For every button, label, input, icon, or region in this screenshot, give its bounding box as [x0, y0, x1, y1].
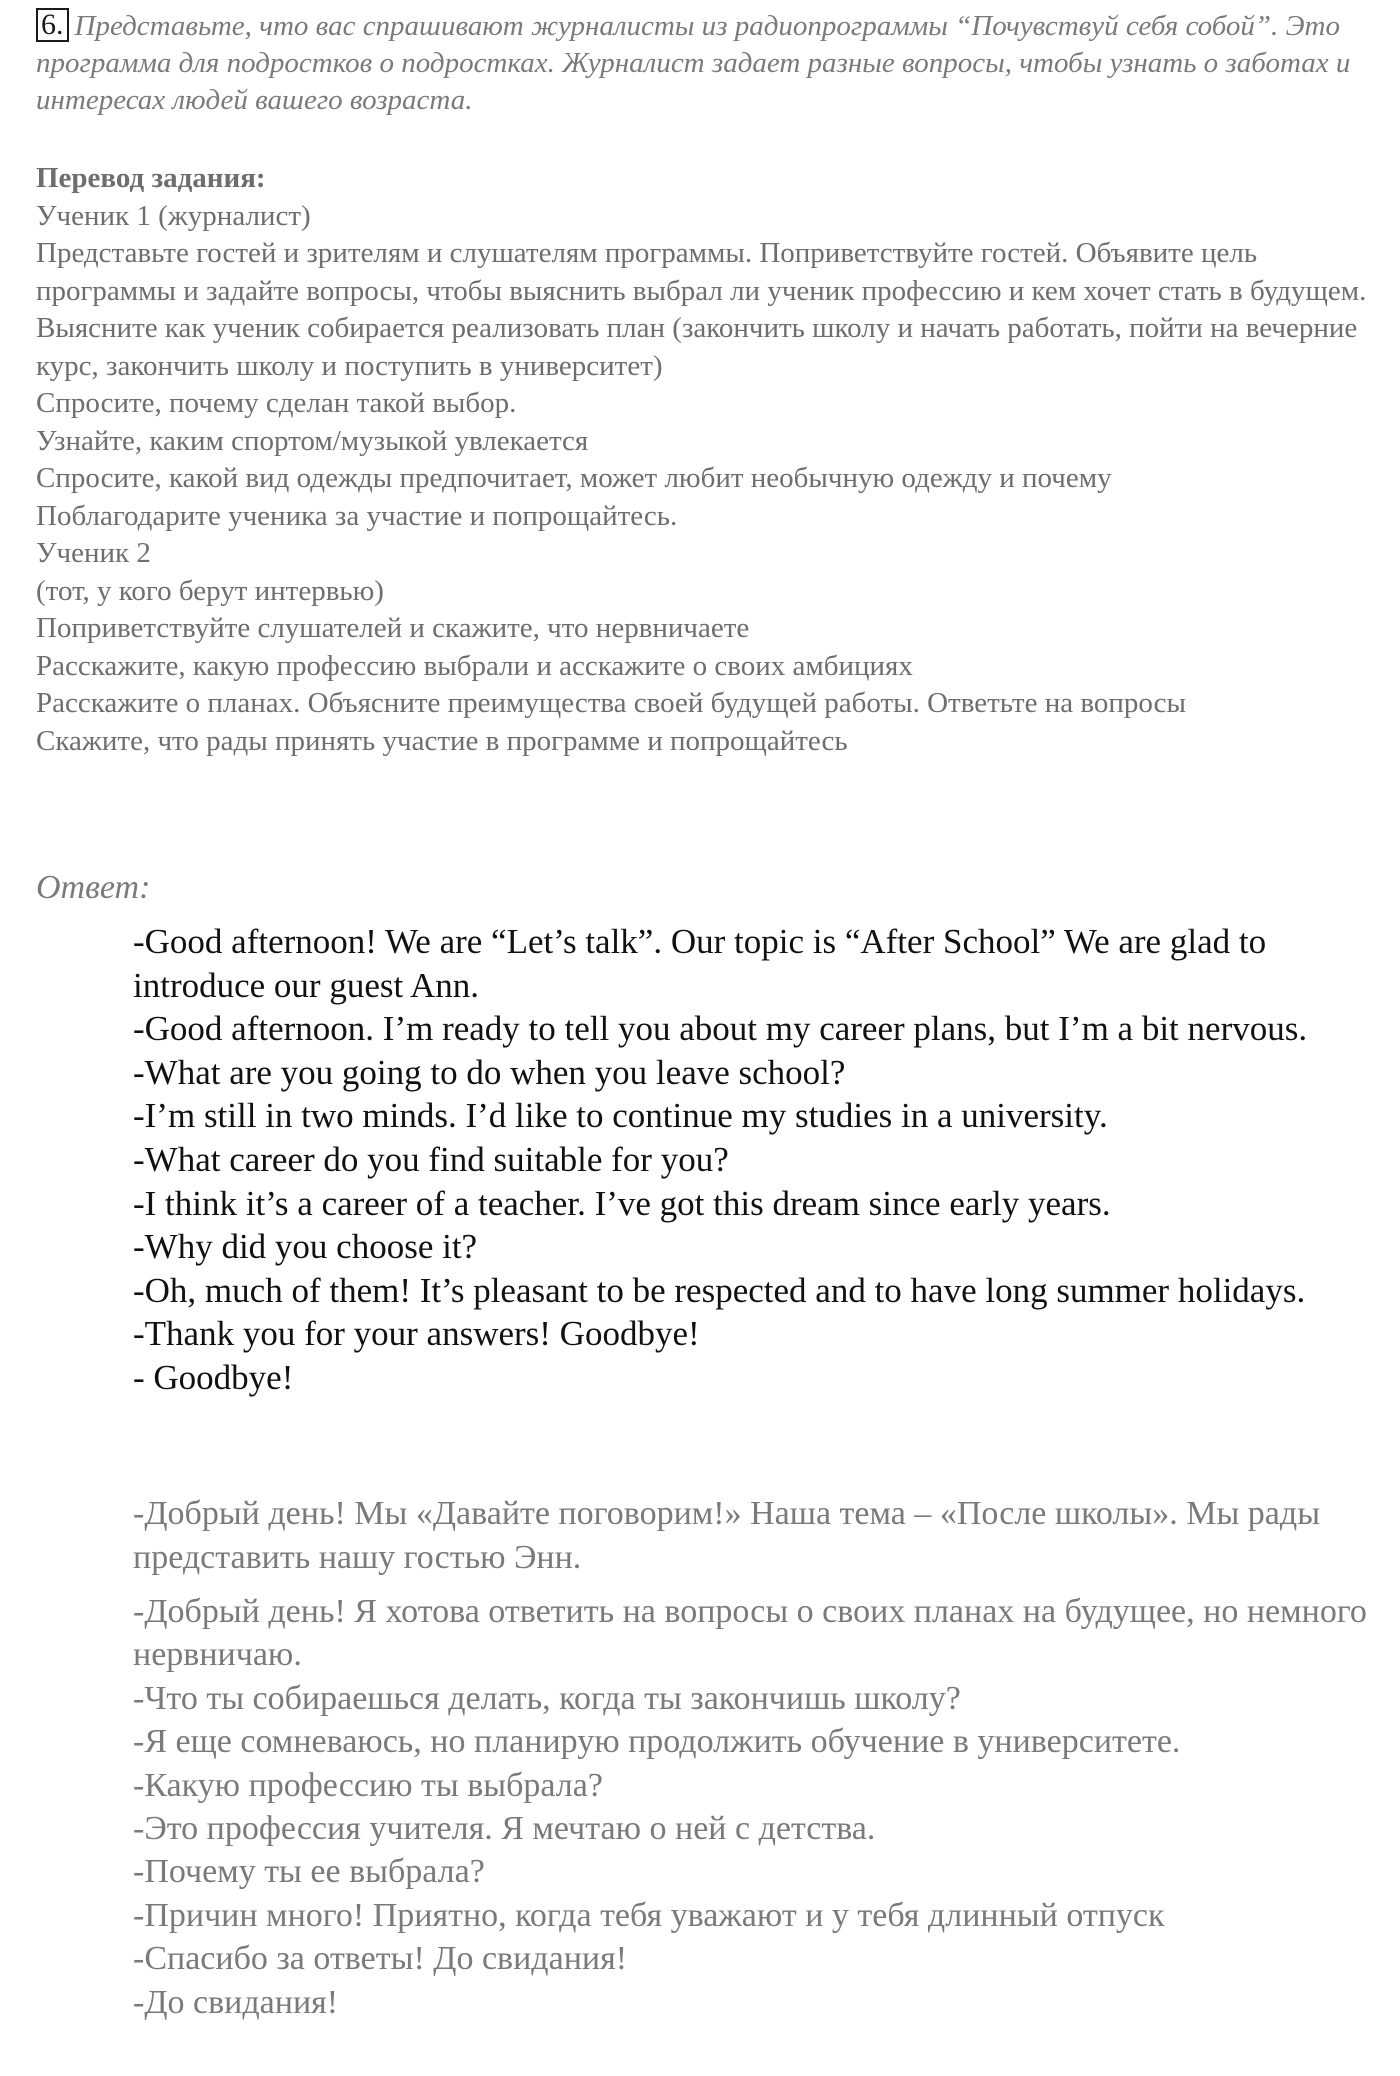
dialogue-line: - Goodbye!	[133, 1357, 294, 1397]
translation-line: Узнайте, каким спортом/музыкой увлекается	[36, 424, 589, 457]
dialogue-line: -What career do you find suitable for you?	[133, 1139, 729, 1179]
dialogue-line: -Какую профессию ты выбрала?	[133, 1766, 603, 1804]
dialogue-line: -Причин много! Приятно, когда тебя уважают и у тебя длинный отпуск	[133, 1896, 1165, 1934]
dialogue-line: -Спасибо за ответы! До свидания!	[133, 1940, 628, 1978]
translation-line: Ученик 2	[36, 537, 151, 569]
dialogue-line: -Good afternoon. I’m ready to tell you about my career plans, but I’m a bit nervous.	[133, 1009, 1308, 1049]
dialogue-line: -Good afternoon! We are “Let’s talk”. Our topic is “After School” We are glad to introduce our guest Ann.	[133, 922, 1267, 1005]
translation-line: Спросите, какой вид одежды предпочитает, может любит необычную одежду и почему	[36, 462, 1112, 494]
translation-title: Перевод задания:	[36, 162, 266, 194]
dialogue-line: -Это профессия учителя. Я мечтаю о ней с детства.	[133, 1810, 876, 1848]
dialogue-line: -I’m still in two minds. I’d like to continue my studies in a university.	[133, 1096, 1108, 1136]
task-number: 6.	[36, 8, 69, 42]
translation-section	[36, 160, 1376, 760]
dialogue-line: -I think it’s a career of a teacher. I’ve got this dream since early years.	[133, 1183, 1111, 1223]
translation-line: Представьте гостей и зрителям и слушателям программы. Поприветствуйте гостей. Объявите цель программы и задайте вопросы, чтобы выяснить выбрал ли ученик профессию и кем хочет стать в будущем.	[36, 237, 1367, 307]
russian-dialogue	[133, 1590, 1383, 2024]
dialogue-line: -Thank you for your answers! Goodbye!	[133, 1314, 700, 1354]
russian-dialogue-intro	[133, 1492, 1383, 1579]
task-header	[36, 8, 1376, 119]
translation-line: Расскажите, какую профессию выбрали и асскажите о своих амбициях	[36, 649, 913, 682]
dialogue-line: -Я еще сомневаюсь, но планирую продолжить обучение в университете.	[133, 1723, 1181, 1761]
dialogue-line: -Добрый день! Я хотова ответить на вопросы о своих планах на будущее, но немного нервничаю.	[133, 1593, 1367, 1674]
dialogue-line: -До свидания!	[133, 1983, 339, 2021]
english-dialogue	[133, 920, 1343, 1400]
translation-line: (тот, у кого берут интервью)	[36, 574, 384, 607]
translation-line: Выясните как ученик собирается реализовать план (закончить школу и начать работать, пойти на вечерние курс, закончить школу и поступить в университет)	[36, 312, 1365, 382]
dialogue-line: -Oh, much of them! It’s pleasant to be respected and to have long summer holidays.	[133, 1270, 1306, 1310]
answer-label: Ответ:	[36, 869, 151, 906]
dialogue-line: -Почему ты ее выбрала?	[133, 1853, 485, 1891]
translation-line: Расскажите о планах. Объясните преимущества своей будущей работы. Ответьте на вопросы	[36, 687, 1186, 719]
dialogue-line: -What are you going to do when you leave school?	[133, 1052, 846, 1092]
translation-line: Скажите, что рады принять участие в программе и попрощайтесь	[36, 724, 848, 757]
translation-line: Спросите, почему сделан такой выбор.	[36, 387, 517, 419]
dialogue-line: -Добрый день! Мы «Давайте поговорим!» Наша тема – «После школы». Мы рады представить нашу гостью Энн.	[133, 1495, 1321, 1576]
translation-line: Поприветствуйте слушателей и скажите, что нервничаете	[36, 612, 750, 644]
dialogue-line: -Why did you choose it?	[133, 1227, 478, 1267]
task-prompt: Представьте, что вас спрашивают журналисты из радиопрограммы “Почувствуй себя собой”. Это программа для подростков о подростках. Журналист задает разные вопросы, чтобы узнать о заботах и интересах людей вашего возраста.	[36, 10, 1351, 116]
translation-line: Поблагодарите ученика за участие и попрощайтесь.	[36, 499, 678, 532]
translation-line: Ученик 1 (журналист)	[36, 199, 311, 232]
dialogue-line: -Что ты собираешься делать, когда ты закончишь школу?	[133, 1679, 961, 1717]
